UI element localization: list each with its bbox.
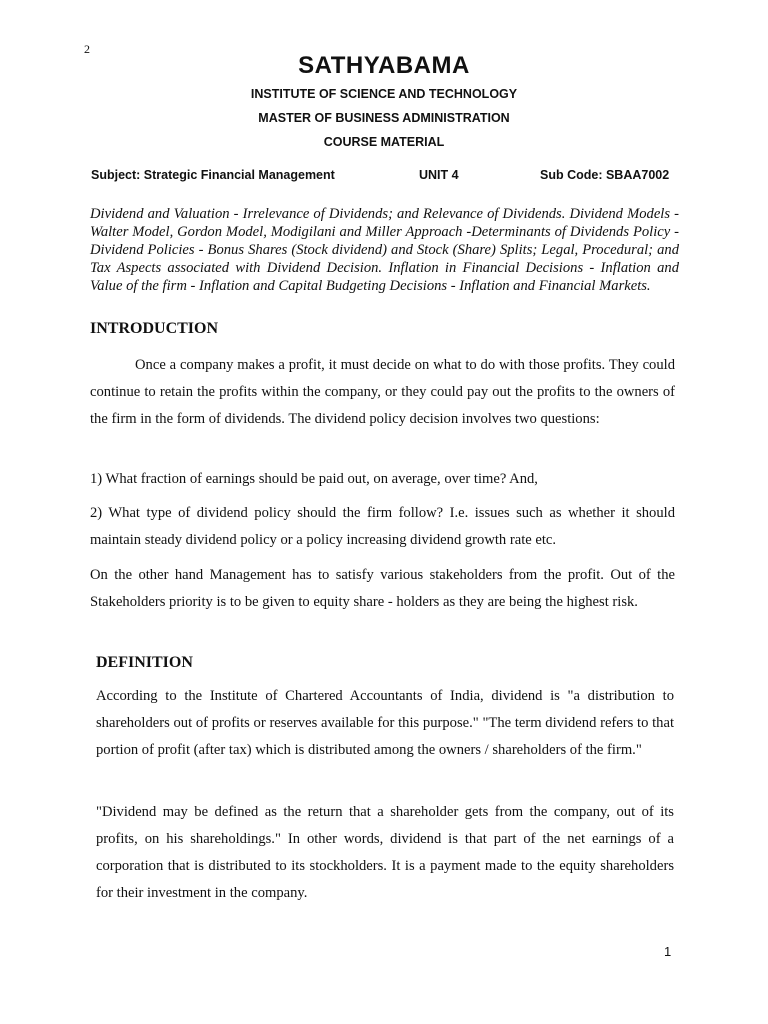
document-header	[0, 50, 768, 154]
page-number-top: 2	[84, 42, 90, 56]
introduction-paragraph-2: On the other hand Management has to satisfy various stakeholders from the profit. Out of the Stakeholders priority is to be given to equity share - holders as they are being the highest risk.	[90, 567, 675, 610]
material-title: COURSE MATERIAL	[323, 135, 445, 149]
sub-code-label: Sub Code: SBAA7002	[540, 168, 670, 182]
unit-syllabus: Dividend and Valuation - Irrelevance of Dividends; and Relevance of Dividends. Dividend Models - Walter Model, Gordon Model, Modigilani and Miller Approach -Determinants of Dividends Policy - Dividend Policies - Bonus Shares (Stock dividend) and Stock (Share) Splits; Legal, Procedural; and Tax Aspects associated with Dividend Decision. Inflation in Financial Decisions - Inflation and Value of the firm - Inflation and Capital Budgeting Decisions - Inflation and Financial Markets.	[90, 206, 679, 294]
program-title: MASTER OF BUSINESS ADMINISTRATION	[258, 111, 510, 125]
definition-paragraph: According to the Institute of Chartered Accountants of India, dividend is "a distribution to shareholders out of profits or reserves available for this purpose." "The term dividend refers to that portion of profit (after tax) which is distributed among the owners / shareholders of the firm."	[96, 688, 674, 758]
definition-paragraph-2: "Dividend may be defined as the return that a shareholder gets from the company, out of its profits, on his shareholdings." In other words, dividend is that part of the net earnings of a corporation that is distributed to its stockholders. It is a payment made to the equity shareholders for their investment in the company.	[96, 804, 674, 901]
subject-label: Subject: Strategic Financial Management	[91, 168, 335, 182]
question-2: 2) What type of dividend policy should the firm follow? I.e. issues such as whether it should maintain steady dividend policy or a policy increasing dividend growth rate etc.	[90, 505, 675, 548]
introduction-paragraph: Once a company makes a profit, it must decide on what to do with those profits. They could continue to retain the profits within the company, or they could pay out the profits to the owners of the firm in the form of dividends. The dividend policy decision involves two questions:	[90, 357, 675, 427]
page-number-bottom: 1	[664, 944, 672, 959]
question-1: 1) What fraction of earnings should be paid out, on average, over time? And,	[90, 471, 538, 487]
institution-subtitle: INSTITUTE OF SCIENCE AND TECHNOLOGY	[250, 87, 518, 101]
definition-heading: DEFINITION	[96, 654, 193, 671]
institution-title: SATHYABAMA	[298, 52, 470, 79]
unit-label: UNIT 4	[419, 168, 459, 182]
introduction-heading: INTRODUCTION	[90, 320, 219, 337]
